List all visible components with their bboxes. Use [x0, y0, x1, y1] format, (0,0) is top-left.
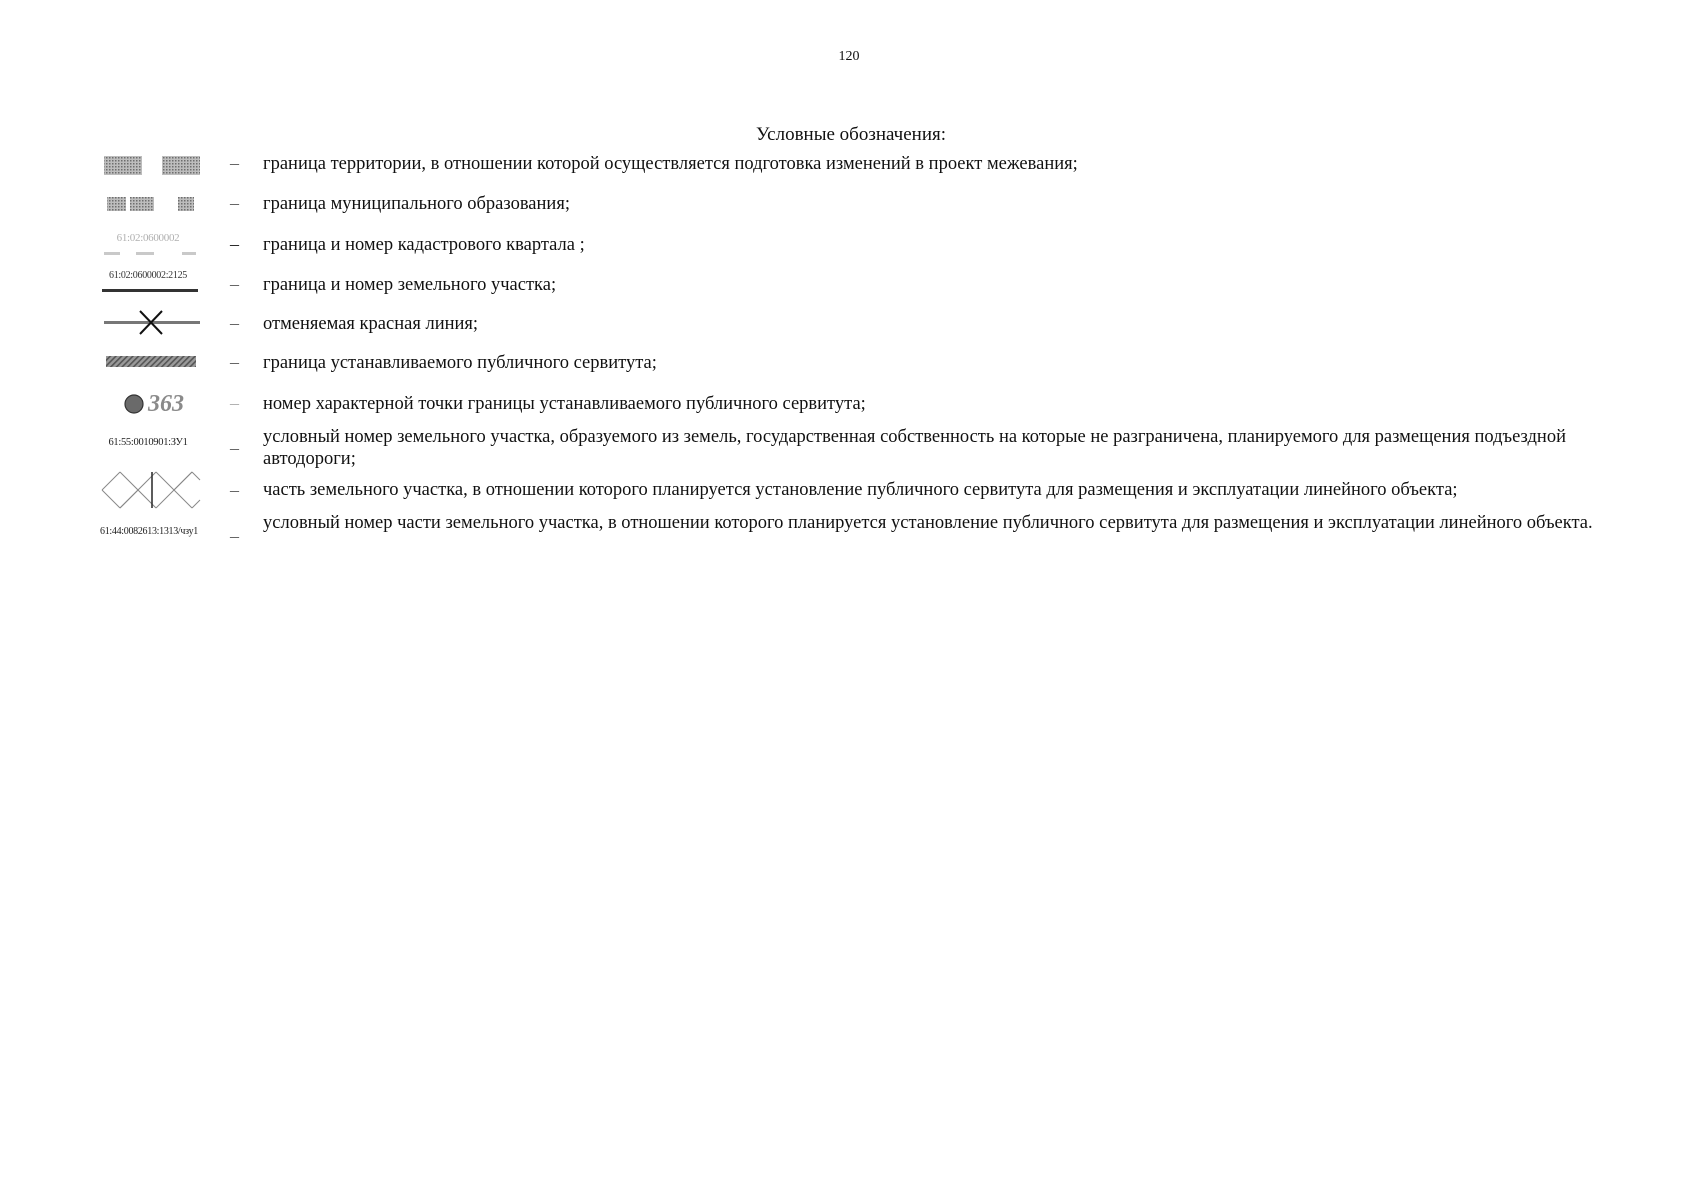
legend-description: условный номер части земельного участка, в отношении которого планируется установление публичного сервитута для размещения и эксплуатации линейного объекта.: [263, 513, 1593, 533]
legend-description: отменяемая красная линия;: [263, 314, 479, 334]
legend-dash: –: [230, 153, 239, 173]
point-number-label: 363: [148, 391, 184, 417]
legend-dash: –: [230, 526, 239, 546]
legend-dash: –: [230, 480, 239, 500]
legend-dash: –: [230, 274, 239, 294]
cadastral-quarter-label: 61:02:0600002: [116, 232, 180, 244]
legend-description: граница муниципального образования;: [263, 194, 570, 214]
land-plot-icon: [100, 270, 204, 299]
legend-description: номер характерной точки границы устанавливаемого публичного сервитута;: [263, 394, 866, 414]
part-conditional-number-label: 61:44:0082613:1313/чзу1: [100, 526, 198, 537]
legend-dash: –: [230, 438, 239, 458]
land-plot-label: 61:02:0600002:2125: [109, 270, 187, 281]
part-conditional-number-icon: [100, 526, 204, 537]
servitude-boundary-icon: [100, 354, 204, 375]
legend-description: граница территории, в отношении которой осуществляется подготовка изменений в проект межевания;: [263, 154, 1078, 174]
legend-description: условный номер земельного участка, образуемого из земель, государственная собственность на которые не разграничена, планируемого для размещения подъездной автодороги;: [263, 427, 1566, 469]
municipal-boundary-icon: [100, 194, 204, 219]
boundary-territory-icon: [100, 154, 204, 181]
plot-conditional-number-icon: [100, 437, 204, 448]
legend-dash: –: [230, 313, 239, 333]
legend-description: граница и номер земельного участка;: [263, 275, 557, 295]
cancelled-red-line-icon: [100, 310, 204, 341]
cadastral-quarter-icon: [100, 232, 204, 262]
legend-description: граница устанавливаемого публичного сервитута;: [263, 353, 657, 373]
legend-dash: –: [230, 193, 239, 213]
plot-conditional-number-label: 61:55:0010901:ЗУ1: [108, 437, 188, 448]
page-number: 120: [838, 49, 860, 64]
legend-description: часть земельного участка, в отношении которого планируется установление публичного сервитута для размещения и эксплуатации линейного объекта;: [263, 480, 1458, 500]
crosshatch-part-icon: [100, 470, 204, 515]
legend-title: Условные обозначения:: [755, 124, 947, 145]
legend-dash: –: [230, 234, 239, 254]
legend-description: граница и номер кадастрового квартала ;: [263, 235, 585, 255]
legend-dash: –: [230, 352, 239, 372]
legend-dash: –: [230, 393, 239, 413]
